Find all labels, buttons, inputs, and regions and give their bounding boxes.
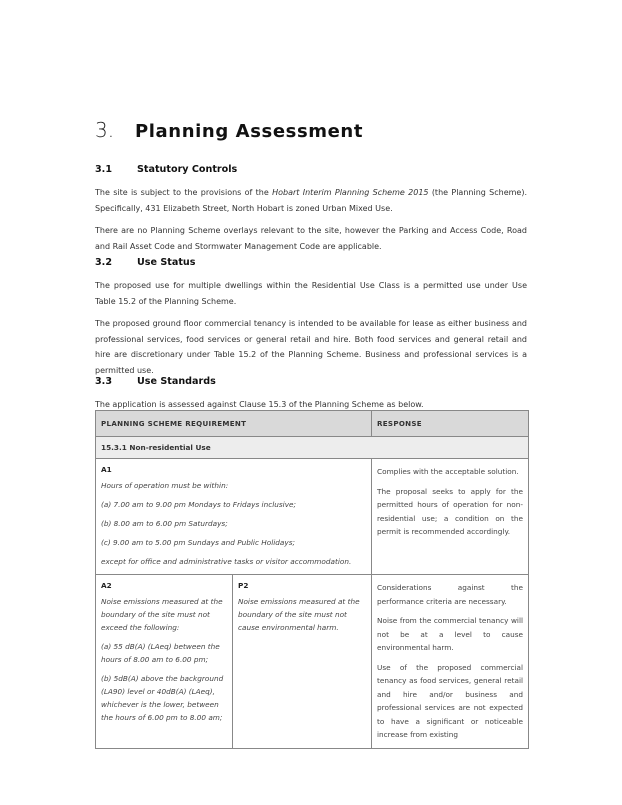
paragraph <box>95 223 527 254</box>
response-text: Considerations against the performance criteria are necessary. <box>377 583 524 606</box>
requirement-line: Noise emissions measured at the boundary of the site must not exceed the following: <box>101 597 223 632</box>
section-title: Use Status <box>137 257 196 268</box>
requirement-line: (b) 5dB(A) above the background (LA90) level or 40dB(A) (LAeq), whichever is the lower, between the hours of 6.00 pm to 8.00 am; <box>101 674 224 722</box>
header-response: RESPONSE <box>372 411 529 437</box>
requirement-line: (b) 8.00 am to 6.00 pm Saturdays; <box>101 519 228 528</box>
section-heading <box>95 164 527 175</box>
section-title: Use Standards <box>137 376 216 387</box>
requirement-line: (a) 55 dB(A) (LAeq) between the hours of 8.00 am to 6.00 pm; <box>101 642 220 664</box>
paragraph-text: The application is assessed against Clause 15.3 of the Planning Scheme as below. <box>95 400 424 409</box>
chapter-title: Planning Assessment <box>135 121 364 142</box>
paragraph-text: (the Planning Scheme). Specifically, 431 Elizabeth Street, North Hobart is zoned Urban Mixed Use. <box>95 188 528 213</box>
table-subheading-row <box>96 437 529 459</box>
requirement-line: Noise emissions measured at the boundary of the site must not cause environmental harm. <box>238 597 360 632</box>
paragraph <box>95 185 527 216</box>
requirement-line: Hours of operation must be within: <box>101 481 229 490</box>
response-cell <box>372 575 529 749</box>
paragraph <box>95 316 527 378</box>
section-statutory-controls <box>95 164 527 261</box>
paragraph-text: The proposed ground floor commercial tenancy is intended to be available for lease as either business and professional services, food services or general retail and hire. Both food services and general retail and hire are discretionary under Table 15.2 of the Planning Scheme. Business and professional services is a permitted use. <box>95 319 527 375</box>
standard-code: A1 <box>101 465 112 474</box>
table-header-row <box>96 411 529 437</box>
section-number: 3.2 <box>95 257 112 268</box>
standard-code: P2 <box>238 581 249 590</box>
paragraph <box>95 278 527 309</box>
section-heading <box>95 376 527 387</box>
requirement-cell <box>96 459 372 575</box>
section-use-status <box>95 257 527 385</box>
response-text: Complies with the acceptable solution. <box>377 467 519 476</box>
requirement-line: (a) 7.00 am to 9.00 pm Mondays to Fridays inclusive; <box>101 500 296 509</box>
requirements-table <box>95 410 529 749</box>
paragraph-text: There are no Planning Scheme overlays relevant to the site, however the Parking and Access Code, Road and Rail Asset Code and Stormwater Management Code are applicable. <box>95 226 527 251</box>
response-text: Use of the proposed commercial tenancy as food services, general retail and hire and/or business and professional services are not expected to have a significant or noticeable increase from existing <box>377 662 524 739</box>
table-row <box>96 459 529 575</box>
scheme-name: Hobart Interim Planning Scheme 2015 <box>272 188 429 197</box>
paragraph-text: The proposed use for multiple dwellings within the Residential Use Class is a permitted use under Use Table 15.2 of the Planning Scheme. <box>95 281 527 306</box>
response-cell <box>372 459 529 575</box>
standard-code: A2 <box>101 581 112 590</box>
paragraph-text: The site is subject to the provisions of the <box>95 188 273 197</box>
response-text: The proposal seeks to apply for the permitted hours of operation for non-residential use; a condition on the permit is recommended accordingly. <box>377 486 524 536</box>
acceptable-solution-cell <box>96 575 233 749</box>
section-number: 3.3 <box>95 376 112 387</box>
performance-criteria-cell <box>233 575 372 749</box>
requirement-line: (c) 9.00 am to 5.00 pm Sundays and Public Holidays; <box>101 538 295 547</box>
requirement-line: except for office and administrative tasks or visitor accommodation. <box>101 557 352 566</box>
header-requirement: PLANNING SCHEME REQUIREMENT <box>96 411 372 437</box>
section-heading <box>95 257 527 268</box>
chapter-heading <box>95 118 535 142</box>
chapter-number: 3. <box>95 118 115 142</box>
subheading-cell: 15.3.1 Non-residential Use <box>96 437 529 459</box>
section-number: 3.1 <box>95 164 112 175</box>
table-row <box>96 575 529 749</box>
section-title: Statutory Controls <box>137 164 238 175</box>
response-text: Noise from the commercial tenancy will not be at a level to cause environmental harm. <box>377 616 524 652</box>
